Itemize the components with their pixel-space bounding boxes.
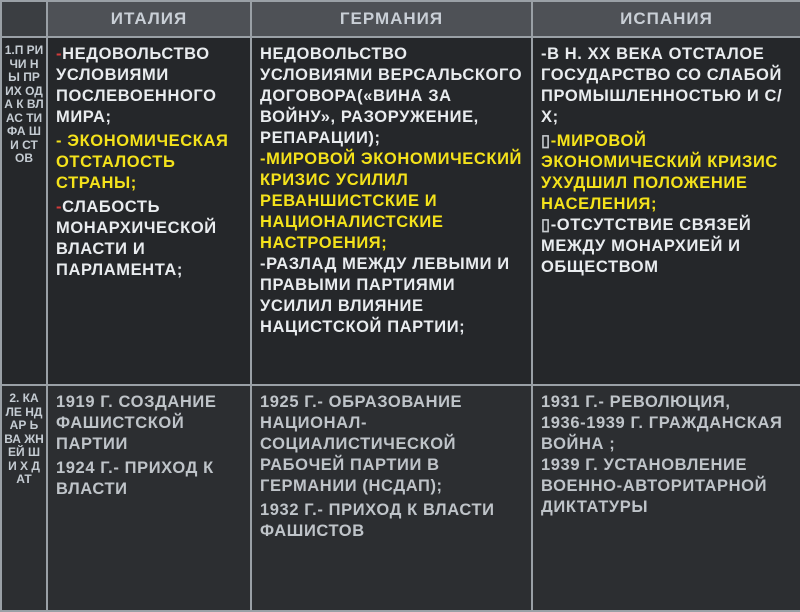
germany-reason-2: -МИРОВОЙ ЭКОНОМИЧЕСКИЙ КРИЗИС УСИЛИЛ РЕВАНШИСТСКИЕ И НАЦИОНАЛИСТСКИЕ НАСТРОЕНИЯ; <box>260 150 523 252</box>
row-reasons <box>1 37 800 385</box>
header-corner <box>1 1 47 37</box>
row-label-dates: 2. КА ЛЕ НД АР Ь ВА ЖН ЕЙ ШИ Х ДАТ <box>1 385 47 611</box>
row-label-reasons: 1.П РИ ЧИ НЫ ПР ИХ ОД А К ВЛ АС ТИ ФА ШИ СТ ОВ <box>1 37 47 385</box>
cell-italy-dates <box>47 385 251 611</box>
spain-date-2: 1936-1939 Г. ГРАЖДАНСКАЯ ВОЙНА ; <box>541 414 783 453</box>
italy-reason-2: - ЭКОНОМИЧЕСКАЯ ОТСТАЛОСТЬ СТРАНЫ; <box>56 132 229 192</box>
row-dates <box>1 385 800 611</box>
cell-spain-dates <box>532 385 800 611</box>
germany-reason-3: -РАЗЛАД МЕЖДУ ЛЕВЫМИ И ПРАВЫМИ ПАРТИЯМИ УСИЛИЛ ВЛИЯНИЕ НАЦИСТСКОЙ ПАРТИИ; <box>260 255 510 336</box>
italy-date-2: 1924 Г.- ПРИХОД К ВЛАСТИ <box>56 459 214 498</box>
header-spain: ИСПАНИЯ <box>532 1 800 37</box>
italy-date-1: 1919 Г. СОЗДАНИЕ ФАШИСТСКОЙ ПАРТИИ <box>56 393 217 453</box>
cell-germany-dates <box>251 385 532 611</box>
spain-date-3: 1939 Г. УСТАНОВЛЕНИЕ ВОЕННО-АВТОРИТАРНОЙ ДИКТАТУРЫ <box>541 456 768 516</box>
header-row <box>1 1 800 37</box>
germany-reason-1: НЕДОВОЛЬСТВО УСЛОВИЯМИ ВЕРСАЛЬСКОГО ДОГОВОРА(«ВИНА ЗА ВОЙНУ», РАЗОРУЖЕНИЕ, РЕПАРАЦИИ); <box>260 45 523 147</box>
italy-reason-3: -СЛАБОСТЬ МОНАРХИЧЕСКОЙ ВЛАСТИ И ПАРЛАМЕНТА; <box>56 198 217 279</box>
spain-reason-1: -В Н. XX ВЕКА ОТСТАЛОЕ ГОСУДАРСТВО СО СЛАБОЙ ПРОМЫШЛЕННОСТЬЮ И С/Х; <box>541 45 783 126</box>
header-italy: ИТАЛИЯ <box>47 1 251 37</box>
italy-reason-1: -НЕДОВОЛЬСТВО УСЛОВИЯМИ ПОСЛЕВОЕННОГО МИРА; <box>56 45 217 126</box>
germany-date-1: 1925 Г.- ОБРАЗОВАНИЕ НАЦИОНАЛ-СОЦИАЛИСТИЧЕСКОЙ РАБОЧЕЙ ПАРТИИ В ГЕРМАНИИ (НСДАП); <box>260 393 463 495</box>
cell-italy-reasons <box>47 37 251 385</box>
germany-date-2: 1932 Г.- ПРИХОД К ВЛАСТИ ФАШИСТОВ <box>260 501 495 540</box>
cell-spain-reasons <box>532 37 800 385</box>
header-germany: ГЕРМАНИЯ <box>251 1 532 37</box>
spain-date-1: 1931 Г.- РЕВОЛЮЦИЯ, <box>541 393 731 411</box>
spain-reason-2: ▯-МИРОВОЙ ЭКОНОМИЧЕСКИЙ КРИЗИС УХУДШИЛ ПОЛОЖЕНИЕ НАСЕЛЕНИЯ; <box>541 132 778 213</box>
cell-germany-reasons <box>251 37 532 385</box>
spain-reason-3: ▯-ОТСУТСТВИЕ СВЯЗЕЙ МЕЖДУ МОНАРХИЕЙ И ОБЩЕСТВОМ <box>541 216 752 276</box>
